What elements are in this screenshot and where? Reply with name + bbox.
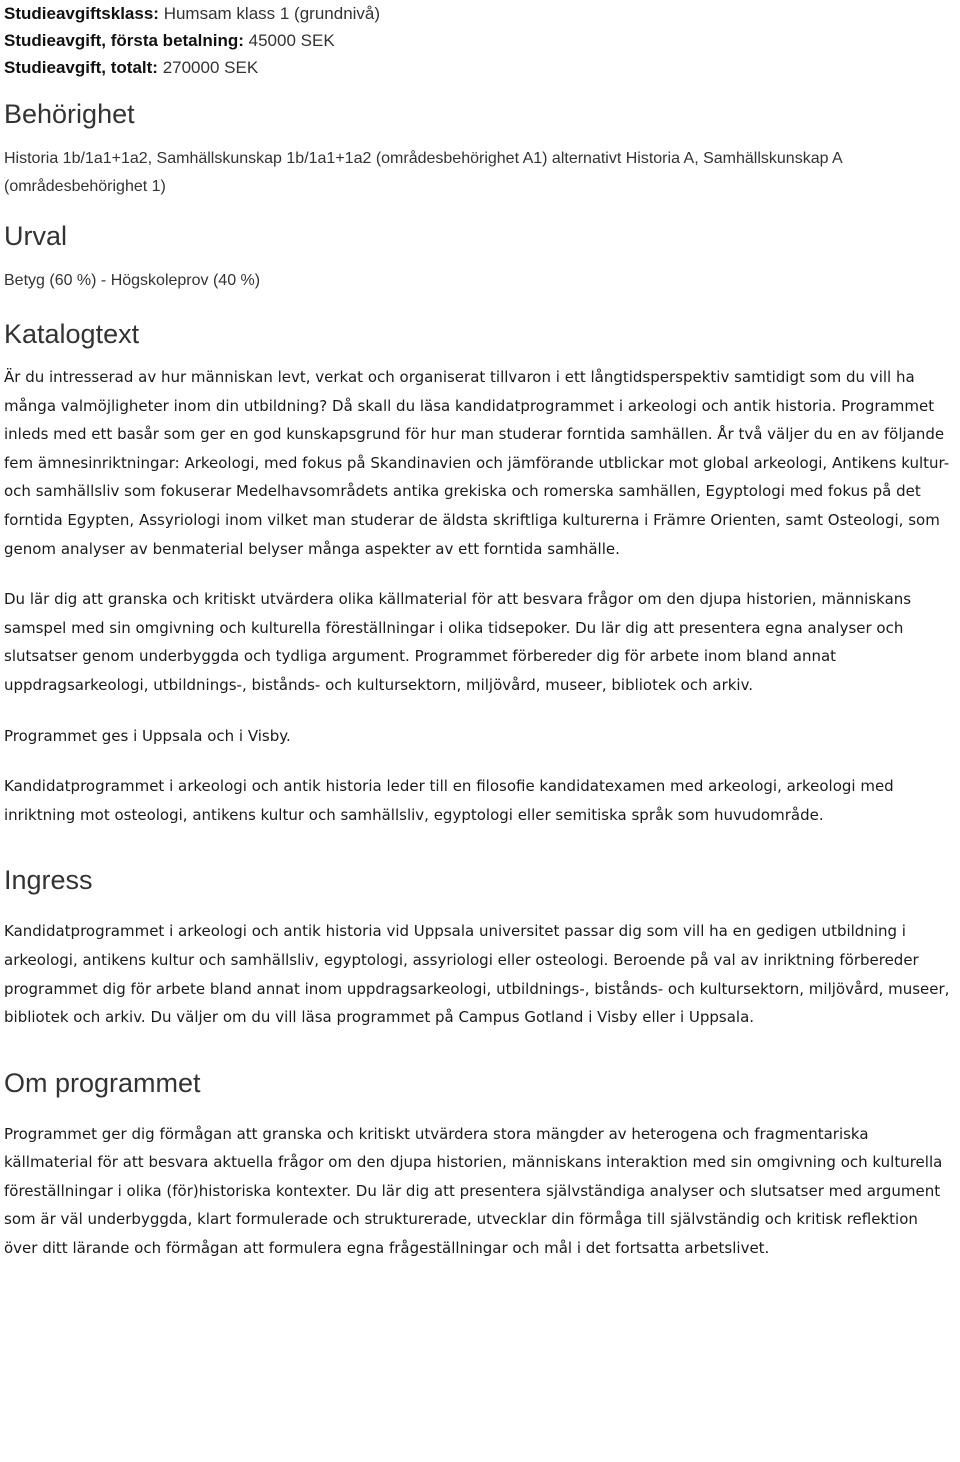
section-katalogtext [4, 317, 956, 829]
behorighet-text: Historia 1b/1a1+1a2, Samhällskunskap 1b/1a1+1a2 (områdesbehörighet A1) alternativt Historia A, Samhällskunskap A (områdesbehörighet 1) [4, 150, 842, 195]
heading-om-programmet: Om programmet [4, 1067, 201, 1098]
heading-katalogtext: Katalogtext [4, 319, 140, 349]
section-om-programmet [4, 1066, 956, 1263]
fee-class-value: Humsam klass 1 (grundnivå) [163, 4, 381, 23]
heading-behorighet: Behörighet [4, 99, 135, 129]
fee-info [4, 0, 956, 81]
fee-total-label: Studieavgift, totalt: [4, 58, 158, 77]
heading-ingress: Ingress [4, 865, 93, 896]
fee-class-row [4, 0, 956, 27]
katalogtext-paragraph: Programmet ges i Uppsala och i Visby. [4, 726, 291, 745]
section-urval [4, 219, 956, 295]
ingress-text: Kandidatprogrammet i arkeologi och antik historia vid Uppsala universitet passar dig som vill ha en gedigen utbildning i arkeologi, antikens kultur och samhällsliv, egyptologi, assyriologi eller osteologi. Beroende på val av inriktning förbereder programmet dig för arbete bland annat inom uppdragsarkeologi, utbildnings-, bistånds- och kultursektorn, miljövård, museer, bibliotek och arkiv. Du väljer om du vill läsa programmet på Campus Gotland i Visby eller i Uppsala. [4, 922, 950, 1027]
katalogtext-paragraph: Kandidatprogrammet i arkeologi och antik historia leder till en filosofie kandidatexamen med arkeologi, arkeologi med inriktning mot osteologi, antikens kultur och samhällsliv, egyptologi eller semitiska språk som huvudområde. [4, 777, 894, 824]
heading-urval: Urval [4, 221, 68, 251]
fee-first-value: 45000 SEK [248, 31, 335, 50]
section-behorighet [4, 97, 956, 201]
section-ingress [4, 863, 956, 1031]
fee-total-row [4, 54, 956, 81]
fee-first-label: Studieavgift, första betalning: [4, 31, 244, 50]
fee-class-label: Studieavgiftsklass: [4, 4, 159, 23]
fee-total-value: 270000 SEK [162, 58, 259, 77]
katalogtext-paragraph: Är du intresserad av hur människan levt, verkat och organiserat tillvaron i ett långtidsperspektiv samtidigt som du vill ha många valmöjligheter inom din utbildning? Då skall du läsa kandidatprogrammet i arkeologi och antik historia. Programmet inleds med ett basår som ger en god kunskapsgrund för hur man studerar forntida samhällen. År två väljer du en av följande fem ämnesinriktningar: Arkeologi, med fokus på Skandinavien och jämförande utblickar mot global arkeologi, Antikens kultur- och samhällsliv som fokuserar Medelhavsområdets antika grekiska och romerska samhällen, Egyptologi med fokus på det forntida Egypten, Assyriologi inom vilket man studerar de äldsta skriftliga kulturerna i Främre Orienten, samt Osteologi, som genom analyser av benmaterial belyser många aspekter av ett forntida samhälle. [4, 368, 950, 558]
om-programmet-text: Programmet ger dig förmågan att granska och kritiskt utvärdera stora mängder av heterogena och fragmentariska källmaterial för att besvara aktuella frågor om den djupa historien, människans interaktion med sin omgivning och kulturella föreställningar i olika (för)historiska kontexter. Du lär dig att presentera självständiga analyser och slutsatser med argument som är väl underbyggda, klart formulerade och strukturerade, utvecklar din förmåga till självständig och kritisk reflektion över ditt lärande och förmågan att formulera egna frågeställningar och mål i det fortsatta arbetslivet. [4, 1124, 943, 1258]
urval-text: Betyg (60 %) - Högskoleprov (40 %) [4, 272, 261, 289]
fee-first-row [4, 27, 956, 54]
katalogtext-paragraph: Du lär dig att granska och kritiskt utvärdera olika källmaterial för att besvara frågor om den djupa historien, människans samspel med sin omgivning och kulturella föreställningar i olika tidsepoker. Du lär dig att presentera egna analyser och slutsatser genom underbyggda och tydliga argument. Programmet förbereder dig för arbete inom bland annat uppdragsarkeologi, utbildnings-, bistånds- och kultursektorn, miljövård, museer, bibliotek och arkiv. [4, 590, 912, 694]
